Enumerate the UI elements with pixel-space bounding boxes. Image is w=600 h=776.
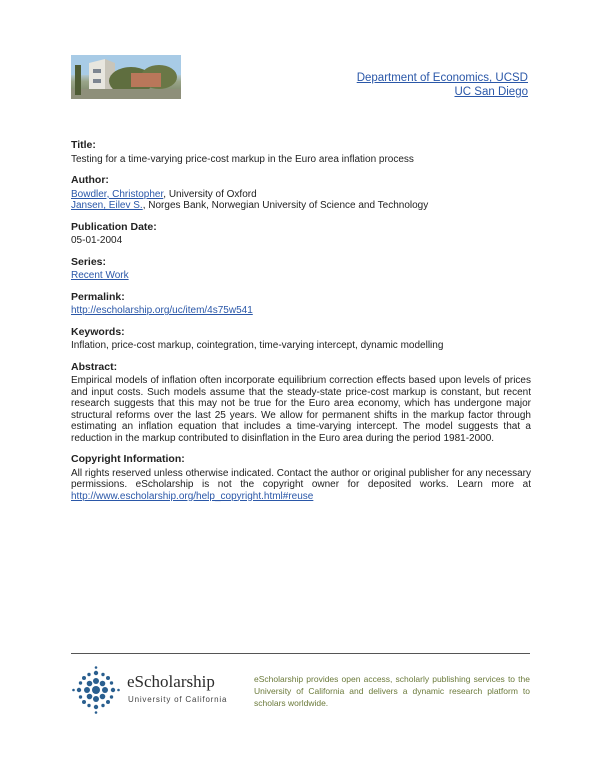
record-metadata <box>71 140 531 512</box>
title-section <box>71 140 531 165</box>
keywords-section <box>71 327 531 352</box>
keywords-value: Inflation, price-cost markup, cointegration, time-varying intercept, dynamic modelling <box>71 340 444 351</box>
campus-photo <box>71 55 181 99</box>
copyright-link[interactable]: http://www.escholarship.org/help_copyright.html#reuse <box>71 490 314 502</box>
author-affiliation: , Norges Bank, Norwegian University of Science and Technology <box>142 200 429 211</box>
author-entry <box>71 189 531 201</box>
publication-date-value: 05-01-2004 <box>71 235 123 246</box>
series-label: Series: <box>71 255 107 268</box>
author-entry <box>71 200 531 212</box>
footer-divider <box>71 653 530 654</box>
copyright-body <box>71 468 531 503</box>
campus-link[interactable]: UC San Diego <box>454 86 528 98</box>
author-section <box>71 175 531 212</box>
permalink-link[interactable]: http://escholarship.org/uc/item/4s75w541 <box>71 305 253 316</box>
author-label: Author: <box>71 174 109 186</box>
title-value: Testing for a time-varying price-cost markup in the Euro area inflation process <box>71 153 414 165</box>
keywords-label: Keywords: <box>71 325 125 338</box>
footer-description: eScholarship provides open access, scholarly publishing services to the University of California and delivers a dynamic research platform to scholars worldwide. <box>254 674 530 708</box>
title-label: Title: <box>71 139 96 151</box>
series-section <box>71 257 531 282</box>
escholarship-logo <box>71 665 251 715</box>
permalink-label: Permalink: <box>71 290 125 303</box>
permalink-section <box>71 292 531 317</box>
escholarship-logo-icon <box>71 665 121 715</box>
copyright-label: Copyright Information: <box>71 453 185 465</box>
department-link[interactable]: Department of Economics, UCSD <box>356 72 528 84</box>
publication-date-label: Publication Date: <box>71 220 157 233</box>
department-header <box>357 71 528 99</box>
author-link[interactable]: Bowdler, Christopher <box>71 188 164 200</box>
copyright-text: All rights reserved unless otherwise indicated. Contact the author or original publisher for any necessary permissions. eScholarship is not the copyright owner for deposited works. Learn more at <box>71 467 531 490</box>
abstract-section <box>71 362 531 445</box>
logo-subtitle: University of California <box>128 695 228 704</box>
abstract-label: Abstract: <box>71 360 118 373</box>
copyright-section <box>71 454 531 502</box>
abstract-text: Empirical models of inflation often incorporate equilibrium correction effects based upon levels of prices and input costs. Such models assume that the steady-state price-cost markup is constant, but recent research suggests that this may not be true for the Euro area economy, which has undergone major structural reforms over the last 25 years. We allow for permanent shifts in the markup factor through estimating an inflation equation that includes a time-varying intercept. The model suggests that a reduction in the markup contributed to disinflation in the Euro area during the period 1981-2000. <box>71 375 531 444</box>
series-link[interactable]: Recent Work <box>71 270 129 281</box>
publication-date-section <box>71 222 531 247</box>
logo-name: eScholarship <box>127 672 215 691</box>
author-affiliation: , University of Oxford <box>163 188 257 200</box>
author-link[interactable]: Jansen, Eilev S. <box>71 200 143 211</box>
